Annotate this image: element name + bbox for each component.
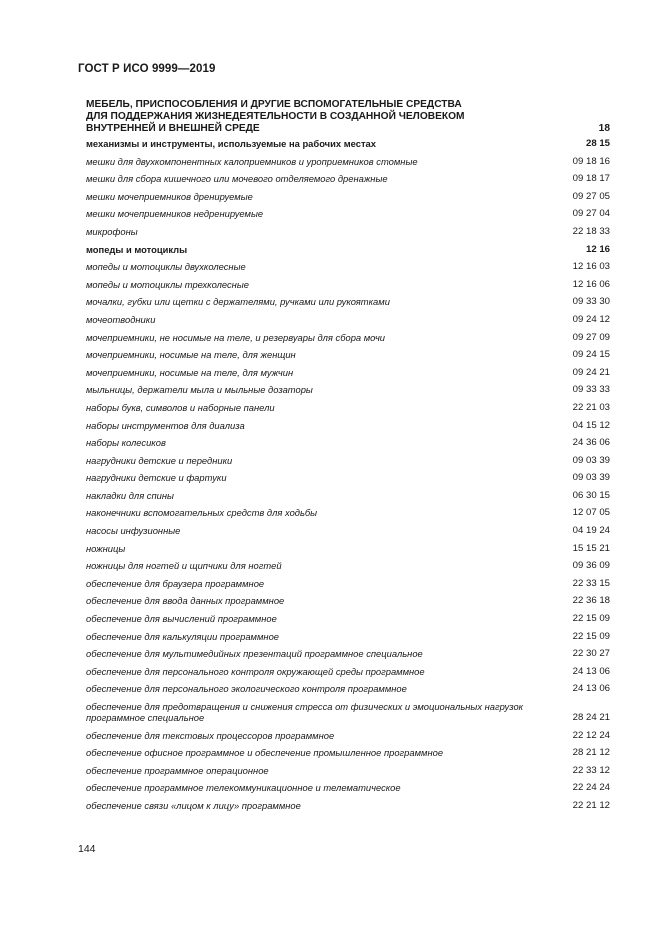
entry-code: 22 21 03 <box>572 401 610 413</box>
index-entry <box>86 595 610 606</box>
entry-code: 12 16 06 <box>572 278 610 290</box>
index-entry <box>86 525 610 536</box>
index-entry <box>86 543 610 554</box>
index-entry <box>86 472 610 483</box>
entry-code: 12 07 05 <box>572 507 610 519</box>
page-number: 144 <box>78 843 96 855</box>
index-entry <box>86 437 610 448</box>
entry-code: 24 36 06 <box>572 437 610 449</box>
entry-code: 22 24 24 <box>572 782 610 794</box>
entry-term: обеспечение для персонального экологического контроля программное <box>86 683 407 695</box>
entry-code: 22 15 09 <box>572 630 610 642</box>
entry-term: обеспечение офисное программное и обеспечение промышленное программное <box>86 747 444 759</box>
section-title-line: ДЛЯ ПОДДЕРЖАНИЯ ЖИЗНЕДЕЯТЕЛЬНОСТИ В СОЗДАННОЙ ЧЕЛОВЕКОМ <box>86 111 465 122</box>
entry-term: мочеприемники, носимые на теле, для женщин <box>86 349 296 361</box>
entry-term: механизмы и инструменты, используемые на рабочих местах <box>86 138 376 149</box>
index-entry <box>86 138 610 149</box>
entry-term: обеспечение для мультимедийных презентаций программное специальное <box>86 648 423 660</box>
entry-term: обеспечение для вычислений программное <box>86 613 277 625</box>
entry-code: 22 12 24 <box>572 729 610 741</box>
entry-code: 09 24 21 <box>572 366 610 378</box>
index-entry <box>86 701 610 723</box>
entry-code: 09 33 30 <box>572 296 610 308</box>
entry-term: мопеды и мотоциклы <box>86 243 188 255</box>
entry-term: ножницы <box>86 542 126 554</box>
index-entry <box>86 648 610 659</box>
entry-code: 24 13 06 <box>572 683 610 695</box>
entry-term: мешки мочеприемников дренируемые <box>86 190 253 202</box>
entry-term: мочеотводники <box>86 313 156 325</box>
entry-term: ножницы для ногтей и щипчики для ногтей <box>86 560 282 572</box>
entry-term: насосы инфузионные <box>86 525 181 537</box>
entry-code: 09 03 39 <box>572 472 610 484</box>
entry-code: 09 27 09 <box>572 331 610 343</box>
index-entry <box>86 314 610 325</box>
entry-term: наборы букв, символов и наборные панели <box>86 401 275 413</box>
entry-term: микрофоны <box>86 225 138 237</box>
entry-code: 04 19 24 <box>572 525 610 537</box>
entry-term: наборы инструментов для диализа <box>86 419 245 431</box>
entry-code: 04 15 12 <box>572 419 610 431</box>
entry-code: 22 36 18 <box>572 595 610 607</box>
entry-term: обеспечение для текстовых процессоров программное <box>86 729 335 741</box>
entry-code: 28 21 12 <box>572 747 610 759</box>
index-entry <box>86 191 610 202</box>
index-entry <box>86 507 610 518</box>
entry-code: 22 30 27 <box>572 648 610 660</box>
section-title-line: МЕБЕЛЬ, ПРИСПОСОБЛЕНИЯ И ДРУГИЕ ВСПОМОГАТЕЛЬНЫЕ СРЕДСТВА <box>86 99 462 110</box>
entry-code: 09 18 17 <box>572 173 610 185</box>
index-entry-list <box>86 138 610 811</box>
index-entry <box>86 384 610 395</box>
index-entry <box>86 560 610 571</box>
index-entry <box>86 173 610 184</box>
entry-term: нагрудники детские и фартуки <box>86 472 227 484</box>
section-code: 18 <box>598 123 610 134</box>
index-entry <box>86 208 610 219</box>
entry-code: 09 03 39 <box>572 454 610 466</box>
entry-code: 09 27 04 <box>572 208 610 220</box>
entry-term: мочеприемники, не носимые на теле, и резервуары для сбора мочи <box>86 331 386 343</box>
entry-term: мопеды и мотоциклы трехколесные <box>86 278 249 290</box>
entry-code: 09 18 16 <box>572 155 610 167</box>
entry-code: 22 15 09 <box>572 613 610 625</box>
entry-code: 06 30 15 <box>572 489 610 501</box>
section-heading <box>86 99 610 135</box>
entry-code: 22 21 12 <box>572 799 610 811</box>
index-entry <box>86 455 610 466</box>
index-entry <box>86 296 610 307</box>
entry-code: 09 24 12 <box>572 313 610 325</box>
entry-code: 09 33 33 <box>572 384 610 396</box>
entry-code: 24 13 06 <box>572 665 610 677</box>
index-entry <box>86 490 610 501</box>
entry-term: обеспечение для ввода данных программное <box>86 595 285 607</box>
index-section <box>86 99 610 818</box>
index-entry <box>86 747 610 758</box>
entry-code: 09 36 09 <box>572 560 610 572</box>
section-title-line: ВНУТРЕННЕЙ И ВНЕШНЕЙ СРЕДЕ <box>86 123 260 134</box>
entry-term: наконечники вспомогательных средств для ходьбы <box>86 507 318 519</box>
index-entry <box>86 578 610 589</box>
entry-code: 28 24 21 <box>572 712 610 723</box>
entry-term: нагрудники детские и передники <box>86 454 233 466</box>
index-entry <box>86 782 610 793</box>
index-entry <box>86 631 610 642</box>
index-entry <box>86 156 610 167</box>
entry-term: обеспечение для браузера программное <box>86 577 265 589</box>
entry-term: мешки для сбора кишечного или мочевого отделяемого дренажные <box>86 173 388 185</box>
index-entry <box>86 349 610 360</box>
index-entry <box>86 730 610 741</box>
index-entry <box>86 666 610 677</box>
entry-term: мешки мочеприемников недренируемые <box>86 208 264 220</box>
entry-term: мопеды и мотоциклы двухколесные <box>86 261 246 273</box>
index-entry <box>86 332 610 343</box>
entry-code: 28 15 <box>585 138 610 149</box>
document-standard-code: ГОСТ Р ИСО 9999—2019 <box>78 63 216 75</box>
entry-term: мыльницы, держатели мыла и мыльные дозаторы <box>86 384 313 396</box>
index-entry <box>86 367 610 378</box>
index-entry <box>86 244 610 255</box>
entry-term: наборы колесиков <box>86 437 166 449</box>
entry-code: 15 15 21 <box>572 542 610 554</box>
index-entry <box>86 683 610 694</box>
index-entry <box>86 420 610 431</box>
index-entry <box>86 226 610 237</box>
section-title <box>86 99 546 135</box>
entry-term: обеспечение программное телекоммуникационное и телематическое <box>86 782 401 794</box>
entry-term: обеспечение для предотвращения и снижения стресса от физических и эмоциональных нагрузок программное специальное <box>86 701 524 723</box>
entry-term: обеспечение программное операционное <box>86 764 269 776</box>
index-entry <box>86 279 610 290</box>
index-entry <box>86 800 610 811</box>
entry-term: мочалки, губки или щетки с держателями, ручками или рукоятками <box>86 296 390 308</box>
entry-term: мешки для двухкомпонентных калоприемников и уроприемников стомные <box>86 155 418 167</box>
entry-code: 09 27 05 <box>572 190 610 202</box>
entry-term: обеспечение связи «лицом к лицу» программное <box>86 799 301 811</box>
entry-term: обеспечение для персонального контроля окружающей среды программное <box>86 665 425 677</box>
index-entry <box>86 402 610 413</box>
entry-code: 22 18 33 <box>572 225 610 237</box>
entry-code: 12 16 <box>585 243 610 255</box>
entry-term: мочеприемники, носимые на теле, для мужчин <box>86 366 294 378</box>
entry-term: накладки для спины <box>86 489 174 501</box>
entry-term: обеспечение для калькуляции программное <box>86 630 279 642</box>
entry-code: 09 24 15 <box>572 349 610 361</box>
index-entry <box>86 765 610 776</box>
index-entry <box>86 261 610 272</box>
index-entry <box>86 613 610 624</box>
entry-code: 22 33 15 <box>572 577 610 589</box>
entry-code: 22 33 12 <box>572 764 610 776</box>
entry-code: 12 16 03 <box>572 261 610 273</box>
